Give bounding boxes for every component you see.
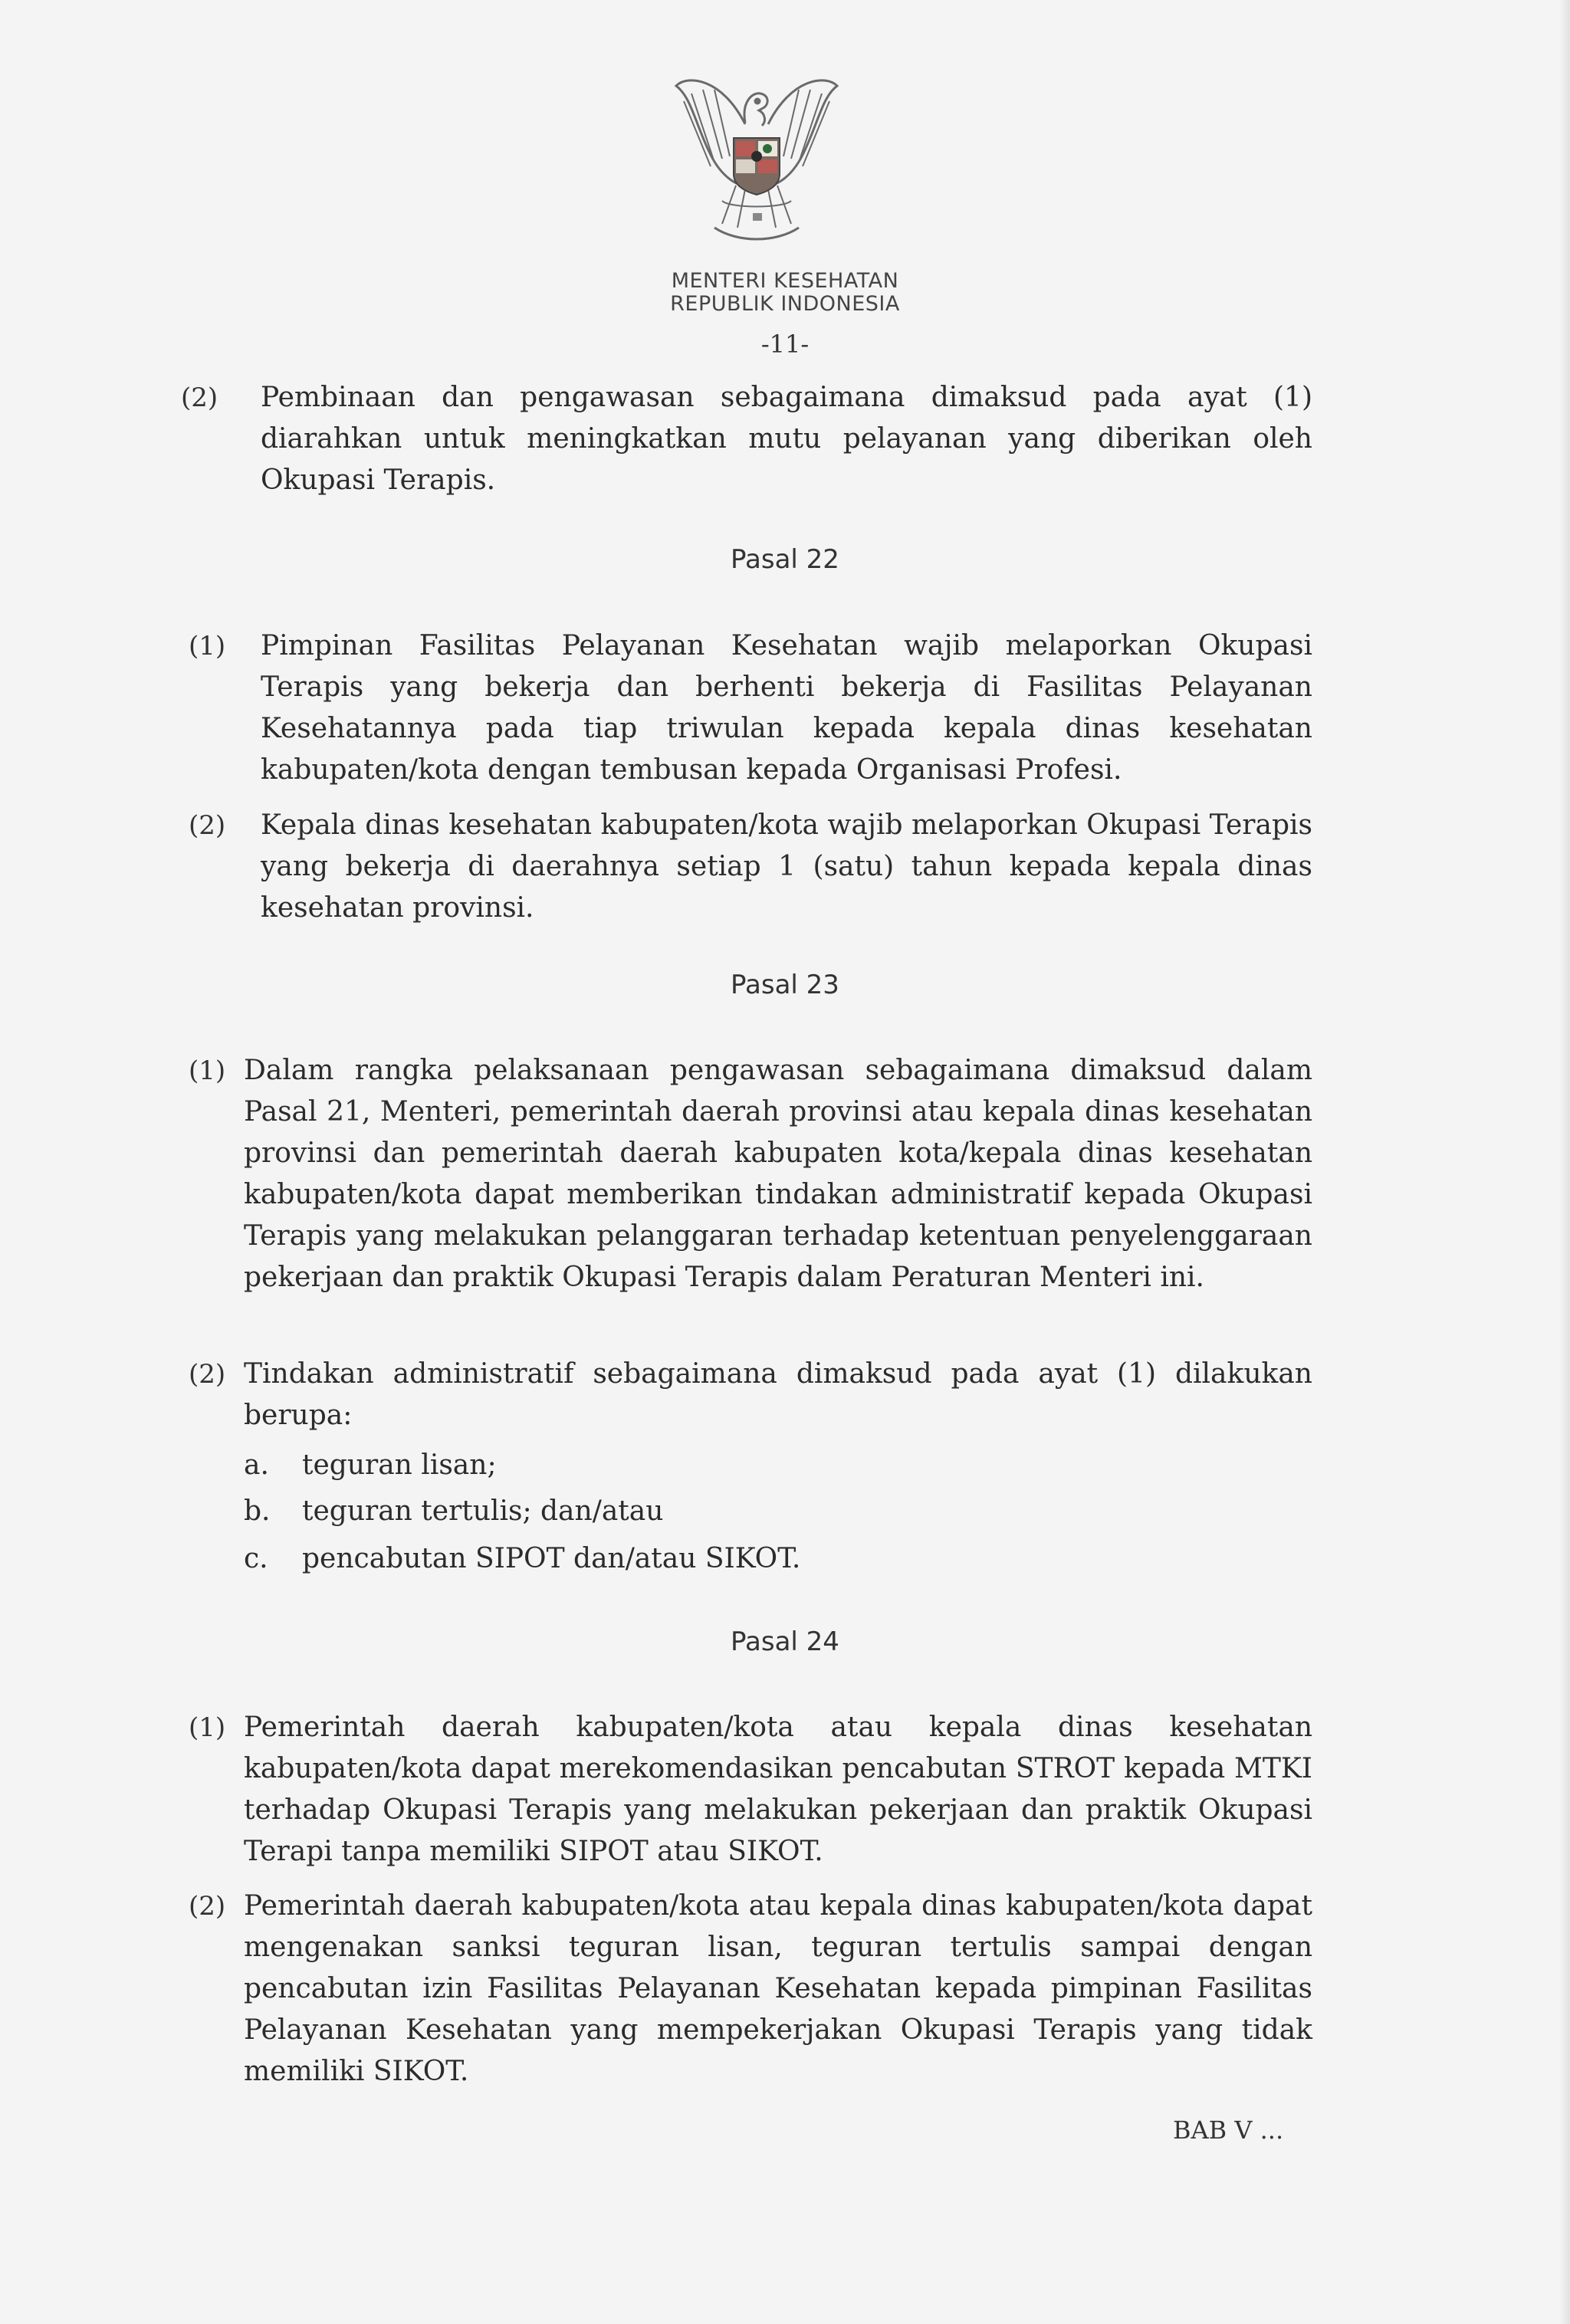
page-number: -11-: [760, 330, 810, 359]
paragraph-number: (1): [189, 631, 226, 661]
paragraph-number: (2): [189, 1891, 226, 1922]
list-item-text: teguran lisan;: [302, 1449, 497, 1481]
paragraph-text: Kepala dinas kesehatan kabupaten/kota wajib melaporkan Okupasi Terapis yang bekerja di daerahnya setiap 1 (satu) tahun kepada kepala dinas kesehatan provinsi.: [261, 809, 1312, 924]
paragraph-number: (2): [189, 1359, 226, 1390]
ministry-subtitle: REPUBLIK INDONESIA: [670, 292, 900, 316]
article-heading: Pasal 22: [731, 544, 839, 575]
paragraph-text: Pimpinan Fasilitas Pelayanan Kesehatan wajib melaporkan Okupasi Terapis yang bekerja dan berhenti bekerja di Fasilitas Pelayanan Kesehatannya pada tiap triwulan kepada kepala dinas kesehatan kabupaten/kota dengan tembusan kepada Organisasi Profesi.: [261, 630, 1312, 786]
list-item-text: teguran tertulis; dan/atau: [302, 1495, 664, 1527]
article-heading: Pasal 23: [731, 970, 839, 1000]
paragraph-text: Tindakan administratif sebagaimana dimaksud pada ayat (1) dilakukan berupa:: [244, 1358, 1312, 1431]
paragraph-text: Pemerintah daerah kabupaten/kota atau kepala dinas kesehatan kabupaten/kota dapat merekomendasikan pencabutan STROT kepada MTKI terhadap Okupasi Terapis yang melakukan pekerjaan dan praktik Okupasi Terapi tanpa memiliki SIPOT atau SIKOT.: [244, 1712, 1312, 1867]
list-item-label: a.: [244, 1449, 269, 1481]
article-heading: Pasal 24: [731, 1626, 839, 1657]
paragraph-number: (2): [189, 810, 226, 841]
paragraph-text: Dalam rangka pelaksanaan pengawasan sebagaimana dimaksud dalam Pasal 21, Menteri, pemerintah daerah provinsi atau kepala dinas kesehatan provinsi dan pemerintah daerah kabupaten kota/kepala dinas kesehatan kabupaten/kota dapat memberikan tindakan administratif kepada Okupasi Terapis yang melakukan pelanggaran terhadap ketentuan penyelenggaraan pekerjaan dan praktik Okupasi Terapis dalam Peraturan Menteri ini.: [244, 1055, 1312, 1293]
next-page-catchword: BAB V ...: [1173, 2116, 1284, 2145]
ministry-title: MENTERI KESEHATAN: [671, 269, 899, 293]
paragraph-number: (1): [189, 1055, 226, 1086]
paragraph-number: (2): [181, 382, 218, 413]
list-item-label: b.: [244, 1495, 271, 1527]
list-item-label: c.: [244, 1543, 268, 1574]
paragraph-number: (1): [189, 1712, 226, 1743]
paragraph-text: Pembinaan dan pengawasan sebagaimana dimaksud pada ayat (1) diarahkan untuk meningkatkan mutu pelayanan yang diberikan oleh Okupasi Terapis.: [261, 382, 1312, 496]
paragraph-text: Pemerintah daerah kabupaten/kota atau kepala dinas kabupaten/kota dapat mengenakan sanksi teguran lisan, teguran tertulis sampai dengan pencabutan izin Fasilitas Pelayanan Kesehatan kepada pimpinan Fasilitas Pelayanan Kesehatan yang mempekerjakan Okupasi Terapis yang tidak memiliki SIKOT.: [244, 1890, 1312, 2087]
list-item-text: pencabutan SIPOT dan/atau SIKOT.: [302, 1543, 801, 1574]
garuda-emblem-icon: [668, 71, 845, 254]
